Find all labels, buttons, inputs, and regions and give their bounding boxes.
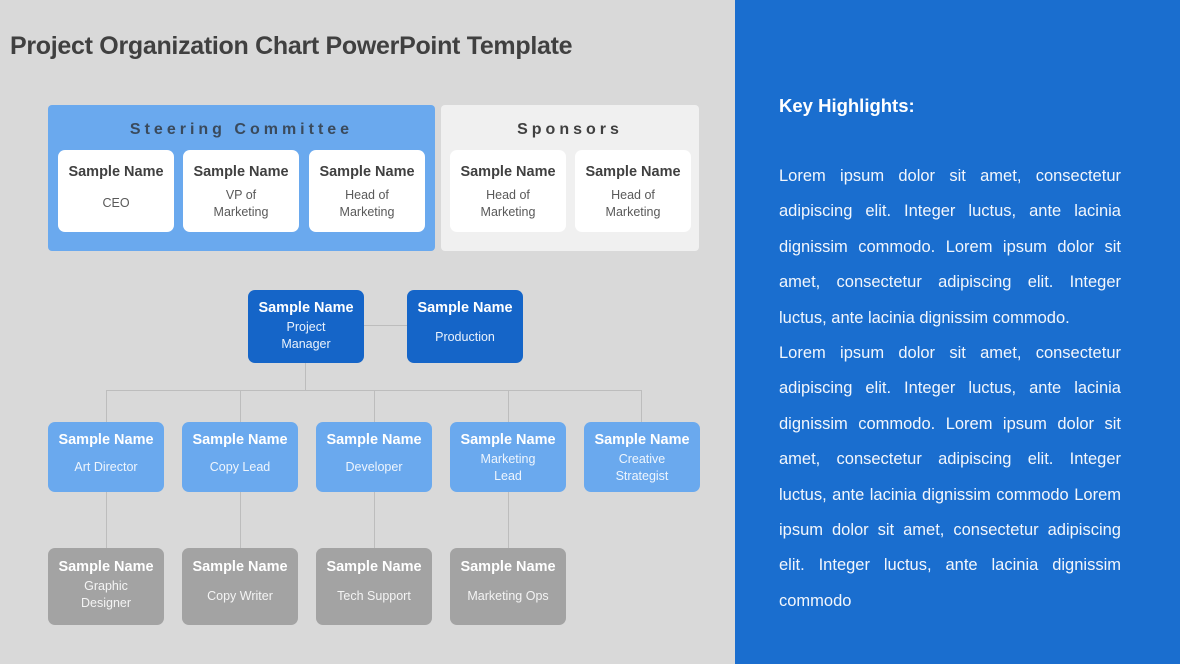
card-role: Tech Support xyxy=(337,589,411,603)
card-name: Sample Name xyxy=(192,432,288,448)
card-role: Copy Writer xyxy=(207,589,273,603)
org-card-head-marketing[interactable] xyxy=(309,150,425,232)
card-role: Production xyxy=(435,330,495,344)
card-name: Sample Name xyxy=(58,432,154,448)
card-name: Sample Name xyxy=(192,559,288,575)
page-title: Project Organization Chart PowerPoint Template xyxy=(10,32,573,60)
card-name: Sample Name xyxy=(58,559,154,575)
org-card-marketing-lead[interactable] xyxy=(450,422,566,492)
connector-staff-4 xyxy=(508,491,509,548)
card-name: Sample Name xyxy=(258,300,354,316)
steering-committee-group xyxy=(48,105,435,251)
key-highlights-panel xyxy=(735,0,1180,664)
key-highlights-title: Key Highlights: xyxy=(779,95,915,116)
connector-lead-2 xyxy=(240,390,241,422)
card-role: Head of Marketing xyxy=(480,188,536,219)
card-name: Sample Name xyxy=(460,432,556,448)
org-card-ceo[interactable] xyxy=(58,150,174,232)
card-role: Project Manager xyxy=(281,320,331,351)
card-name: Sample Name xyxy=(417,300,513,316)
connector-lead-5 xyxy=(641,390,642,422)
card-name: Sample Name xyxy=(193,164,289,180)
connector-staff-3 xyxy=(374,491,375,548)
org-card-graphic-designer[interactable] xyxy=(48,548,164,625)
card-role: Graphic Designer xyxy=(80,579,132,610)
card-role: Marketing Ops xyxy=(467,589,549,603)
org-card-copy-writer[interactable] xyxy=(182,548,298,625)
card-role: Creative Strategist xyxy=(615,452,669,483)
card-name: Sample Name xyxy=(68,164,164,180)
card-name: Sample Name xyxy=(460,164,556,180)
card-role: Copy Lead xyxy=(209,460,271,474)
org-card-sponsor-1[interactable] xyxy=(450,150,566,232)
card-name: Sample Name xyxy=(585,164,681,180)
org-card-copy-lead[interactable] xyxy=(182,422,298,492)
card-role: Marketing Lead xyxy=(480,452,536,483)
card-name: Sample Name xyxy=(319,164,415,180)
org-card-sponsor-2[interactable] xyxy=(575,150,691,232)
connector-lead-4 xyxy=(508,390,509,422)
highlights-paragraph-2: Lorem ipsum dolor sit amet, consectetur adipiscing elit. Integer luctus, ante lacinia dignissim commodo. Lorem ipsum dolor sit amet, consectetur adipiscing elit. Integer luctus, ante lacinia dignissim commodo Lorem ipsum dolor sit amet, consectetur adipiscing elit. Integer luctus, ante lacinia dignissim commodo xyxy=(779,344,1121,610)
card-role: CEO xyxy=(102,196,130,210)
org-card-production[interactable] xyxy=(407,290,523,363)
card-role: Head of Marketing xyxy=(339,188,395,219)
org-card-vp-marketing[interactable] xyxy=(183,150,299,232)
connector-staff-1 xyxy=(106,491,107,548)
card-name: Sample Name xyxy=(326,559,422,575)
connector-pm-production xyxy=(363,325,408,326)
highlights-paragraph-1: Lorem ipsum dolor sit amet, consectetur adipiscing elit. Integer luctus, ante lacinia dignissim commodo. Lorem ipsum dolor sit amet, consectetur adipiscing elit. Integer luctus, ante lacinia dignissim commodo. xyxy=(779,167,1121,327)
card-role: VP of Marketing xyxy=(213,188,269,219)
org-card-tech-support[interactable] xyxy=(316,548,432,625)
card-role: Head of Marketing xyxy=(605,188,661,219)
org-card-developer[interactable] xyxy=(316,422,432,492)
connector-lead-1 xyxy=(106,390,107,422)
card-name: Sample Name xyxy=(594,432,690,448)
key-highlights-body xyxy=(779,159,1121,619)
org-card-project-manager[interactable] xyxy=(248,290,364,363)
org-card-art-director[interactable] xyxy=(48,422,164,492)
card-role: Developer xyxy=(345,460,403,474)
card-name: Sample Name xyxy=(326,432,422,448)
sponsors-label: Sponsors xyxy=(517,121,623,138)
card-role: Art Director xyxy=(74,460,138,474)
org-card-creative-strategist[interactable] xyxy=(584,422,700,492)
connector-lead-3 xyxy=(374,390,375,422)
card-name: Sample Name xyxy=(460,559,556,575)
org-card-marketing-ops[interactable] xyxy=(450,548,566,625)
steering-committee-label: Steering Committee xyxy=(129,121,354,138)
connector-staff-2 xyxy=(240,491,241,548)
sponsors-group xyxy=(441,105,699,251)
connector-pm-down xyxy=(305,362,306,391)
